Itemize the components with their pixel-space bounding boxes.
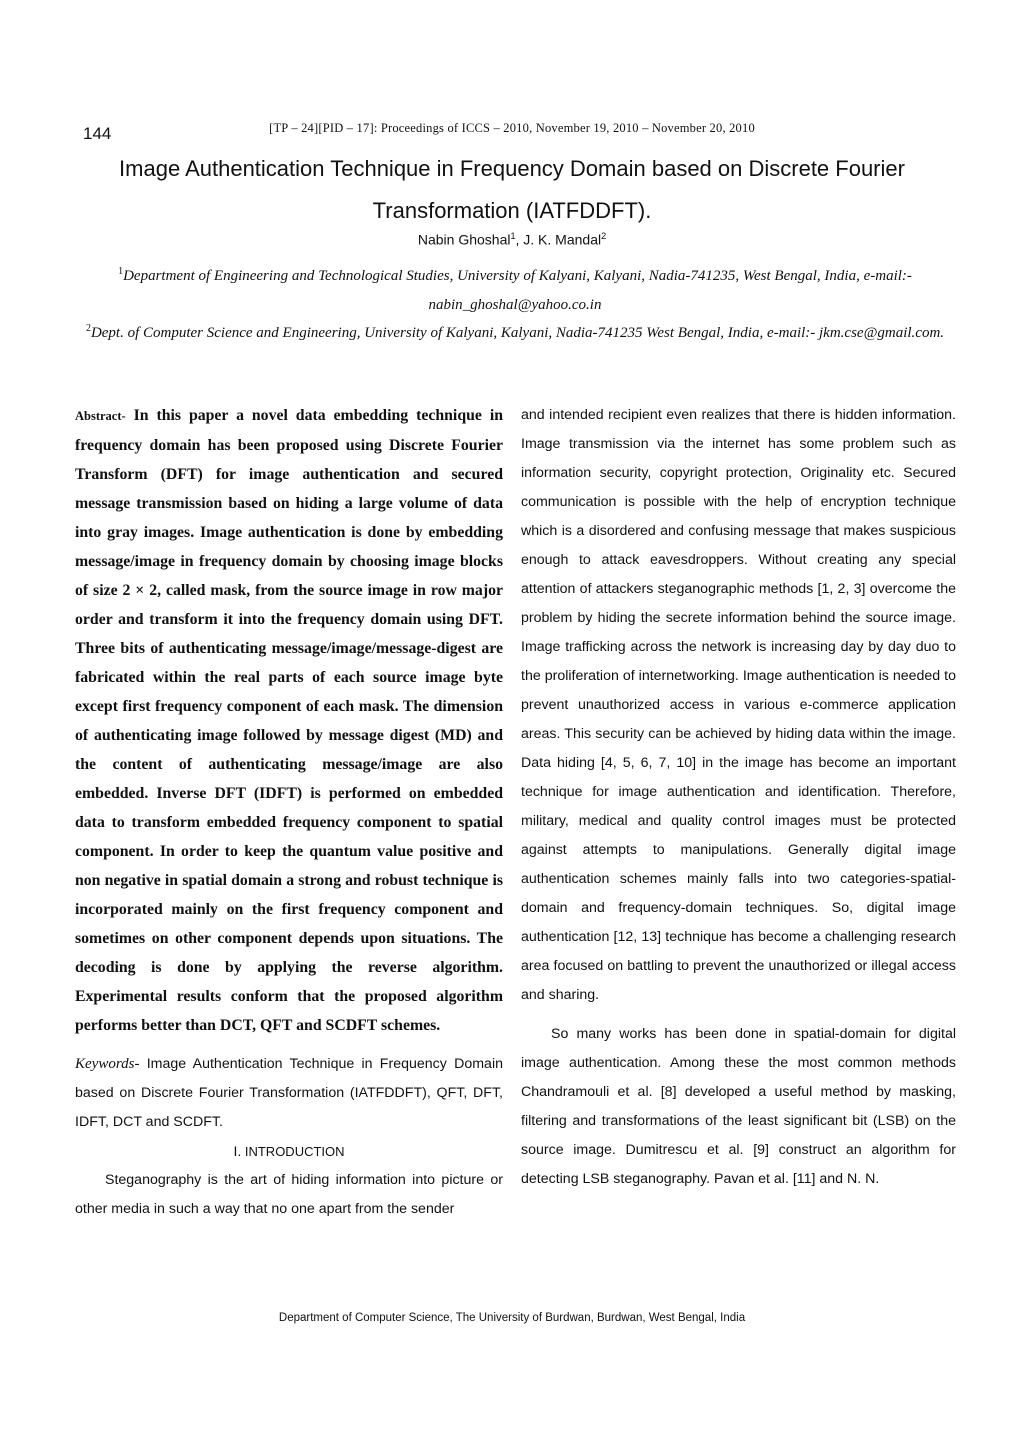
left-column: [75, 401, 503, 1224]
paper-title: [0, 148, 1024, 232]
affiliation-text: Department of Engineering and Technological Studies, University of Kalyani, Kalyani, Nadia-741235, West Bengal, India, e-mail:- nabin_ghoshal@yahoo.co.in: [123, 268, 912, 313]
affiliation-marker: 2: [85, 323, 91, 334]
author-affiliation-marker: 2: [601, 231, 607, 241]
keywords-label: Keywords-: [75, 1056, 140, 1072]
proceedings-header: [TP – 24][PID – 17]: Proceedings of ICCS – 2010, November 19, 2010 – November 20, 2010: [269, 121, 755, 135]
author-name: J. K. Mandal: [523, 231, 602, 248]
intro-paragraph-continued: and intended recipient even realizes that there is hidden information. Image transmission via the internet has some problem such as information security, copyright protection, Originality etc. Secured communication is possible with the help of encryption technique which is a disordered and confusing message that makes suspicious enough to attack eavesdroppers. Without creating any special attention of attackers steganographic methods [1, 2, 3] overcome the problem by hiding the secrete information behind the source image. Image trafficking across the network is increasing day by day duo to the proliferation of internetworking. Image authentication is needed to prevent unauthorized access in various e-commerce application areas. This security can be achieved by hiding data within the image. Data hiding [4, 5, 6, 7, 10] in the image has become an important technique for image authentication and identification. Therefore, military, medical and quality control images must be protected against attempts to manipulations. Generally digital image authentication schemes mainly falls into two categories-spatial-domain and frequency-domain techniques. So, digital image authentication [12, 13] technique has become a challenging research area focused on battling to prevent the unauthorized or illegal access and sharing.: [521, 407, 956, 1003]
right-column: [521, 401, 956, 1194]
keywords-text: Image Authentication Technique in Frequency Domain based on Discrete Fourier Transformation (IATFDDFT), QFT, DFT, IDFT, DCT and SCDFT.: [75, 1056, 503, 1130]
author-list: [0, 231, 1024, 248]
page-footer: Department of Computer Science, The University of Burdwan, Burdwan, West Bengal, India: [278, 1312, 746, 1324]
paper-title-line-1: Image Authentication Technique in Frequency Domain based on Discrete Fourier: [119, 156, 905, 181]
affiliation-text: Dept. of Computer Science and Engineering, University of Kalyani, Kalyani, Nadia-741235 West Bengal, India, e-mail:- jkm.cse@gmail.com.: [90, 325, 945, 341]
page-number: 144: [83, 124, 112, 143]
abstract: [75, 401, 503, 1040]
keywords: [75, 1050, 503, 1137]
intro-paragraph-2: So many works has been done in spatial-domain for digital image authentication. Among these the most common methods Chandramouli et al. [8] developed a useful method by masking, filtering and transformations of the least significant bit (LSB) on the source image. Dumitrescu et al. [9] construct an algorithm for detecting LSB steganography. Pavan et al. [11] and N. N.: [521, 1026, 956, 1187]
abstract-label: Abstract-: [75, 409, 126, 423]
section-title: INTRODUCTION: [241, 1144, 345, 1159]
intro-paragraph-start: Steganography is the art of hiding information into picture or other media in such a way that no one apart from the sender: [75, 1172, 503, 1217]
affiliation: [80, 314, 950, 348]
section-numeral: I.: [233, 1143, 242, 1159]
affiliation-marker: 1: [118, 266, 124, 277]
author-affiliation-marker: 1: [510, 231, 516, 241]
abstract-text: In this paper a novel data embedding technique in frequency domain has been proposed using Discrete Fourier Transform (DFT) for image authentication and secured message transmission based on hiding a large volume of data into gray images. Image authentication is done by embedding message/image in frequency domain by choosing image blocks of size 2 × 2, called mask, from the source image in row major order and transform it into the frequency domain using DFT. Three bits of authenticating message/image/message-digest are fabricated within the real parts of each source image byte except first frequency component of each mask. The dimension of authenticating image followed by message digest (MD) and the content of authenticating message/image are also embedded. Inverse DFT (IDFT) is performed on embedded data to transform embedded frequency component to spatial component. In order to keep the quantum value positive and non negative in spatial domain a strong and robust technique is incorporated mainly on the first frequency component and sometimes on other component depends upon situations. The decoding is done by applying the reverse algorithm. Experimental results conform that the proposed algorithm performs better than DCT, QFT and SCDFT schemes.: [75, 407, 503, 1034]
affiliation: [80, 257, 950, 320]
author-separator: ,: [515, 231, 524, 248]
paper-title-line-2: Transformation (IATFDDFT).: [372, 198, 652, 223]
section-heading-introduction: [75, 1137, 503, 1166]
author-name: Nabin Ghoshal: [417, 231, 511, 248]
